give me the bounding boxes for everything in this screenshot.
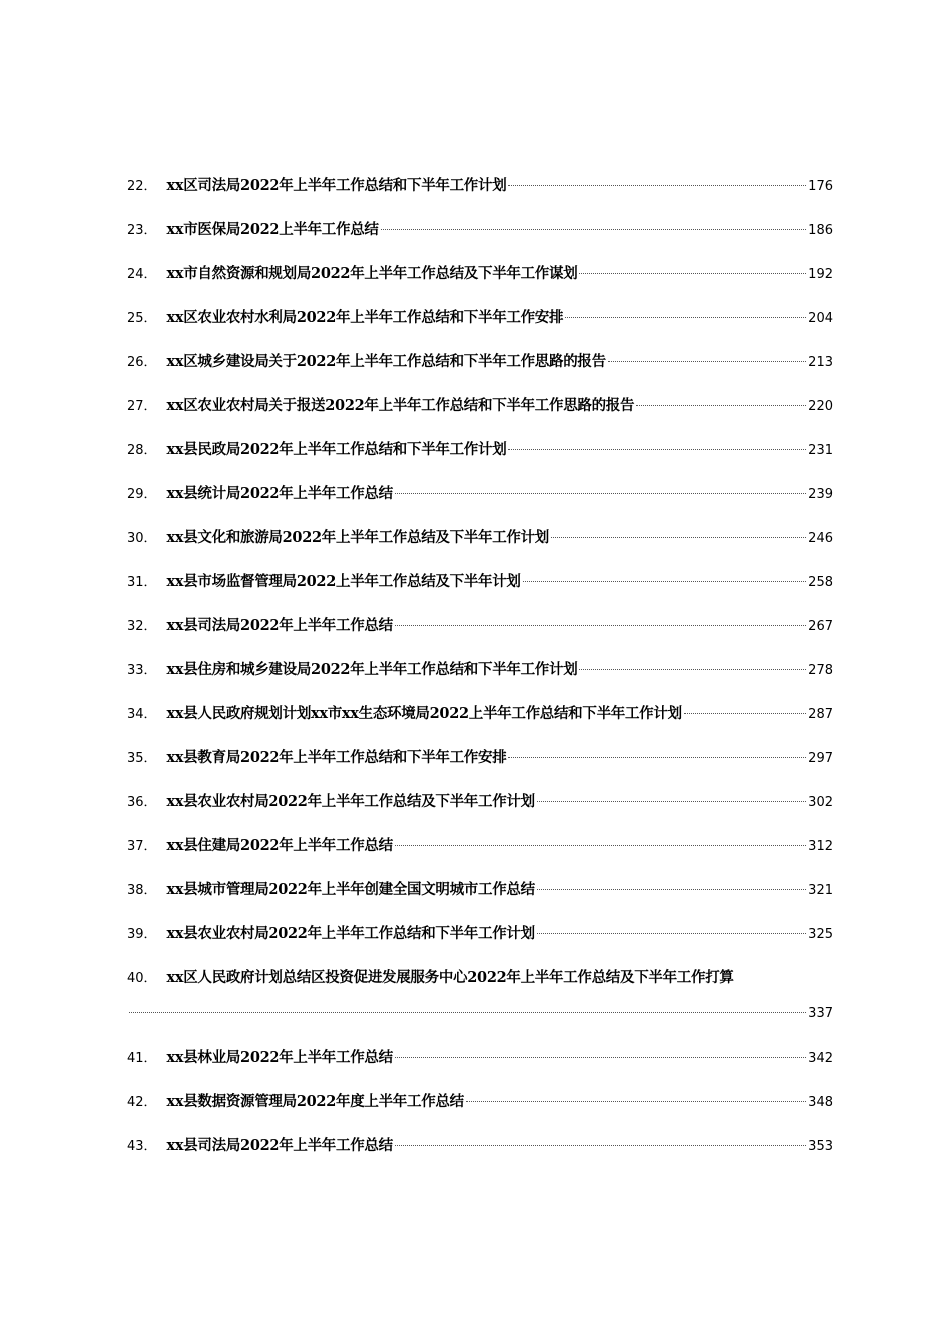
toc-entry-number: 32． [127,619,157,634]
toc-entry[interactable] [127,968,833,1048]
toc-entry-title: xx市自然资源和规划局2022年上半年工作总结及下半年工作谋划 [166,265,578,282]
toc-entry[interactable] [127,660,833,704]
toc-entry-title: xx县教育局2022年上半年工作总结和下半年工作安排 [166,749,507,766]
toc-entry[interactable] [127,484,833,528]
dot-leader [395,625,806,626]
toc-entry-number: 24． [127,267,157,282]
toc-entry-page: 204 [808,311,833,326]
toc-entry-page: 267 [808,619,833,634]
toc-entry-page: 312 [808,839,833,854]
toc-entry-number: 25． [127,311,157,326]
toc-entry[interactable] [127,528,833,572]
toc-entry-title: xx区农业农村水利局2022年上半年工作总结和下半年工作安排 [166,309,564,326]
toc-entry-number: 26． [127,355,157,370]
toc-entry-page: 220 [808,399,833,414]
toc-entry-page: 246 [808,531,833,546]
toc-entry-number: 31． [127,575,157,590]
dot-leader [636,405,806,406]
toc-entry-title: xx县住房和城乡建设局2022年上半年工作总结和下半年工作计划 [166,661,578,678]
dot-leader [508,185,806,186]
dot-leader [395,845,806,846]
toc-entry[interactable] [127,748,833,792]
toc-entry-title: xx市医保局2022上半年工作总结 [166,221,379,238]
toc-entry-title: xx县人民政府规划计划xx市xx生态环境局2022上半年工作总结和下半年工作计划 [166,705,682,722]
toc-entry-title: xx县农业农村局2022年上半年工作总结及下半年工作计划 [166,793,535,810]
dot-leader [537,801,806,802]
toc-entry-number: 41． [127,1051,157,1066]
dot-leader [508,757,806,758]
toc-entry-title: xx县农业农村局2022年上半年工作总结和下半年工作计划 [166,925,535,942]
toc-entry-title: xx县民政局2022年上半年工作总结和下半年工作计划 [166,441,507,458]
dot-leader [579,669,806,670]
toc-entry[interactable] [127,1136,833,1180]
toc-entry-title: xx区司法局2022年上半年工作总结和下半年工作计划 [166,177,507,194]
toc-entry-number: 40． [127,971,157,986]
toc-entry-title: xx县文化和旅游局2022年上半年工作总结及下半年工作计划 [166,529,549,546]
dot-leader [537,889,806,890]
toc-entry-number: 39． [127,927,157,942]
toc-entry-number: 28． [127,443,157,458]
toc-entry[interactable] [127,572,833,616]
toc-entry[interactable] [127,880,833,924]
toc-entry-number: 35． [127,751,157,766]
toc-entry-title: xx区农业农村局关于报送2022年上半年工作总结和下半年工作思路的报告 [166,397,635,414]
toc-entry-page: 186 [808,223,833,238]
toc-entry-number: 43． [127,1139,157,1154]
toc-entry-number: 22． [127,179,157,194]
toc-entry-title: xx县城市管理局2022年上半年创建全国文明城市工作总结 [166,881,535,898]
dot-leader [579,273,806,274]
toc-entry-number: 23． [127,223,157,238]
dot-leader [551,537,806,538]
toc-entry-page: 192 [808,267,833,282]
toc-entry-page: 297 [808,751,833,766]
dot-leader [466,1101,806,1102]
dot-leader [523,581,807,582]
toc-entry-title: xx县统计局2022年上半年工作总结 [166,485,393,502]
dot-leader [537,933,806,934]
dot-leader [565,317,806,318]
toc-entry-number: 36． [127,795,157,810]
toc-entry-number: 38． [127,883,157,898]
toc-entry-page: 258 [808,575,833,590]
toc-entry-number: 27． [127,399,157,414]
toc-entry-title: xx县数据资源管理局2022年度上半年工作总结 [166,1093,464,1110]
toc-entry-title: xx县林业局2022年上半年工作总结 [166,1049,393,1066]
table-of-contents [127,176,833,1180]
toc-entry[interactable] [127,616,833,660]
toc-entry-title: xx区城乡建设局关于2022年上半年工作总结和下半年工作思路的报告 [166,353,606,370]
toc-entry[interactable] [127,308,833,352]
toc-entry-title: xx县司法局2022年上半年工作总结 [166,1137,393,1154]
toc-entry[interactable] [127,352,833,396]
toc-entry-number: 37． [127,839,157,854]
toc-entry-page: 302 [808,795,833,810]
toc-entry[interactable] [127,220,833,264]
dot-leader [395,493,806,494]
toc-entry[interactable] [127,440,833,484]
toc-entry-page: 278 [808,663,833,678]
toc-entry[interactable] [127,264,833,308]
toc-entry[interactable] [127,1048,833,1092]
toc-entry-page: 287 [808,707,833,722]
toc-entry-number: 33． [127,663,157,678]
toc-entry-page: 231 [808,443,833,458]
toc-entry-title: xx区人民政府计划总结区投资促进发展服务中心2022年上半年工作总结及下半年工作打算 [166,969,734,986]
dot-leader [508,449,806,450]
toc-entry-page: 342 [808,1051,833,1066]
toc-entry-page: 176 [808,179,833,194]
dot-leader [608,361,806,362]
toc-entry-page: 325 [808,927,833,942]
toc-entry-title: xx县市场监督管理局2022上半年工作总结及下半年计划 [166,573,521,590]
toc-entry-title: xx县司法局2022年上半年工作总结 [166,617,393,634]
dot-leader [381,229,807,230]
toc-entry[interactable] [127,924,833,968]
dot-leader [684,713,806,714]
toc-entry[interactable] [127,704,833,748]
toc-entry-number: 30． [127,531,157,546]
toc-entry-title: xx县住建局2022年上半年工作总结 [166,837,393,854]
dot-leader [395,1057,806,1058]
dot-leader [129,1012,806,1013]
toc-entry[interactable] [127,1092,833,1136]
toc-entry[interactable] [127,396,833,440]
toc-entry-page: 348 [808,1095,833,1110]
toc-entry-number: 34． [127,707,157,722]
dot-leader [395,1145,806,1146]
toc-entry-page: 321 [808,883,833,898]
toc-entry-page: 337 [808,1006,833,1021]
toc-entry-number: 29． [127,487,157,502]
toc-entry[interactable] [127,176,833,220]
toc-entry-number: 42． [127,1095,157,1110]
toc-entry[interactable] [127,792,833,836]
toc-entry[interactable] [127,836,833,880]
toc-entry-page: 213 [808,355,833,370]
toc-entry-page: 353 [808,1139,833,1154]
toc-entry-page: 239 [808,487,833,502]
